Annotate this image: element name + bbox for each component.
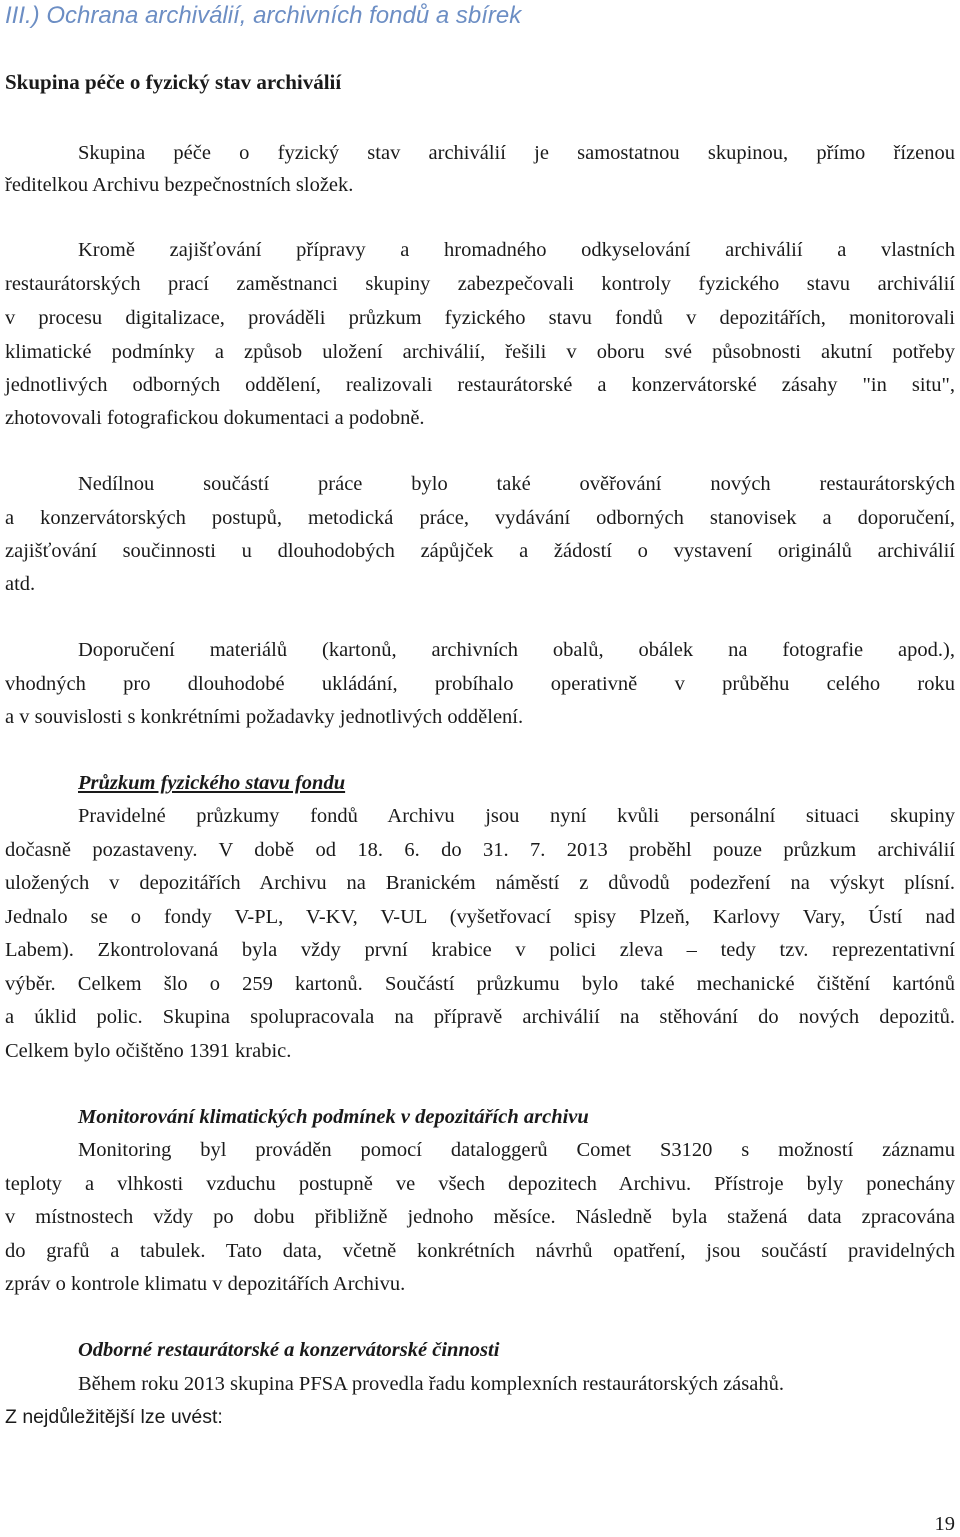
paragraph-line: uložených v depozitářích Archivu na Branickém náměstí z důvodů podezření na výskyt plísní. [5,872,955,894]
subsection-title: Monitorování klimatických podmínek v depozitářích archivu [78,1106,589,1128]
paragraph-line: a konzervátorských postupů, metodická práce, vydávání odborných stanovisek a doporučení, [5,507,955,529]
paragraph-line: Doporučení materiálů (kartonů, archivních obalů, obálek na fotografie apod.), [78,639,955,661]
paragraph-line: Z nejdůležitější lze uvést: [5,1406,223,1428]
paragraph-line: ředitelkou Archivu bezpečnostních složek. [5,174,354,196]
paragraph-line: Během roku 2013 skupina PFSA provedla řadu komplexních restaurátorských zásahů. [78,1373,784,1395]
paragraph-line: Labem). Zkontrolovaná byla vždy první krabice v polici zleva – tedy tzv. reprezentativní [5,939,955,961]
paragraph-line: zpráv o kontrole klimatu v depozitářích Archivu. [5,1273,406,1295]
paragraph-line: Skupina péče o fyzický stav archiválií je samostatnou skupinou, přímo řízenou [78,142,955,164]
page-number: 19 [934,1513,955,1535]
section-title: Skupina péče o fyzický stav archiválií [5,70,342,94]
paragraph-line: jednotlivých odborných oddělení, realizovali restaurátorské a konzervátorské zásahy "in situ", [5,374,955,396]
paragraph-line: Celkem bylo očištěno 1391 krabic. [5,1040,292,1062]
paragraph-line: Pravidelné průzkumy fondů Archivu jsou nyní kvůli personální situaci skupiny [78,805,955,827]
paragraph-line: zhotovovali fotografickou dokumentaci a podobně. [5,407,425,429]
paragraph-line: dočasně pozastaveny. V době od 18. 6. do 31. 7. 2013 proběhl pouze průzkum archiválií [5,839,955,861]
paragraph-line: vhodných pro dlouhodobé ukládání, probíhalo operativně v průběhu celého roku [5,673,955,695]
paragraph-line: teploty a vlhkosti vzduchu postupně ve všech depozitech Archivu. Přístroje byly ponechány [5,1173,955,1195]
paragraph-line: zajišťování součinnosti u dlouhodobých zápůjček a žádostí o vystavení originálů archiválií [5,540,955,562]
chapter-heading: III.) Ochrana archiválií, archivních fondů a sbírek [5,2,522,29]
paragraph-line: Nedílnou součástí práce bylo také ověřování nových restaurátorských [78,473,955,495]
paragraph-line: v místnostech vždy po dobu přibližně jednoho měsíce. Následně byla stažená data zpracována [5,1206,955,1228]
paragraph-line: výběr. Celkem šlo o 259 kartonů. Součástí průzkumu bylo také mechanické čištění kartónů [5,973,955,995]
paragraph-line: restaurátorských prací zaměstnanci skupiny zabezpečovali kontroly fyzického stavu archiválií [5,273,955,295]
paragraph-line: a v souvislosti s konkrétními požadavky jednotlivých oddělení. [5,706,524,728]
paragraph-line: a úklid polic. Skupina spolupracovala na přípravě archiválií na stěhování do nových depozitů. [5,1006,955,1028]
paragraph-line: v procesu digitalizace, prováděli průzkum fyzického stavu fondů v depozitářích, monitorovali [5,307,955,329]
subsection-title: Průzkum fyzického stavu fondu [78,772,346,794]
paragraph-line: Monitoring byl prováděn pomocí dataloggerů Comet S3120 s možností záznamu [78,1139,955,1161]
subsection-title: Odborné restaurátorské a konzervátorské činnosti [78,1339,500,1361]
paragraph-line: klimatické podmínky a způsob uložení archiválií, řešili v oboru své působnosti akutní potřeby [5,341,955,363]
paragraph-line: Jednalo se o fondy V-PL, V-KV, V-UL (vyšetřovací spisy Plzeň, Karlovy Vary, Ústí nad [5,906,955,928]
paragraph-line: do grafů a tabulek. Tato data, včetně konkrétních návrhů opatření, jsou součástí pravidelných [5,1240,955,1262]
paragraph-line: Kromě zajišťování přípravy a hromadného odkyselování archiválií a vlastních [78,239,955,261]
paragraph-line: atd. [5,573,36,595]
